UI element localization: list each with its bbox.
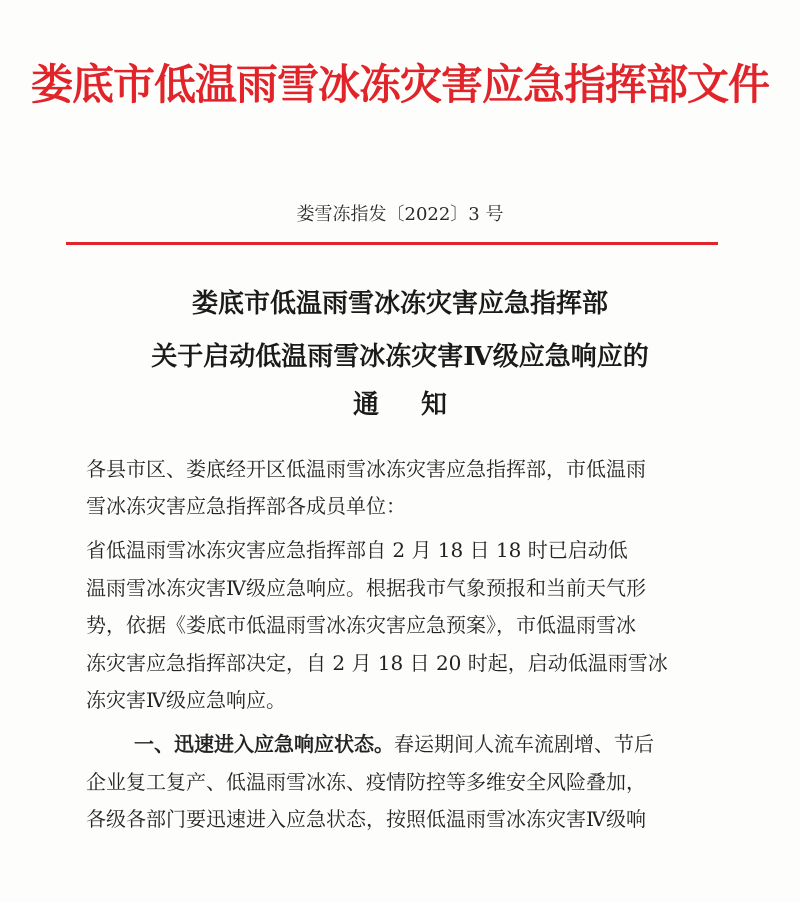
title-line-1: 娄底市低温雨雪冰冻灾害应急指挥部 xyxy=(191,289,608,319)
section1-first-line xyxy=(134,731,654,757)
body-line: 企业复工复产、低温雨雪冰冻、疫情防控等多维安全风险叠加， xyxy=(86,770,646,794)
body-line: 雪冰冻灾害应急指挥部各成员单位： xyxy=(86,494,406,518)
body-line: 势，依据《娄底市低温雨雪冰冻灾害应急预案》，市低温雨雪冰 xyxy=(86,613,636,637)
title-line-2: 关于启动低温雨雪冰冻灾害Ⅳ级应急响应的 xyxy=(151,342,649,372)
body-line: 冻灾害应急指挥部决定，自 2 月 18 日 20 时起，启动低温雨雪冰 xyxy=(86,651,668,675)
issuer-heading: 娄底市低温雨雪冰冻灾害应急指挥部文件 xyxy=(30,60,769,109)
title-line-3: 通知 xyxy=(352,390,489,420)
body-line: 冻灾害Ⅳ级应急响应。 xyxy=(86,688,286,712)
section1-text: 春运期间人流车流剧增、节后 xyxy=(394,732,654,756)
red-divider xyxy=(66,242,718,245)
document-number: 娄雪冻指发〔2022〕3 号 xyxy=(296,204,504,225)
body-line: 省低温雨雪冰冻灾害应急指挥部自 2 月 18 日 18 时已启动低 xyxy=(86,538,628,562)
body-line: 温雨雪冰冻灾害Ⅳ级应急响应。根据我市气象预报和当前天气形 xyxy=(86,576,646,600)
body-line: 各级各部门要迅速进入应急状态，按照低温雨雪冰冻灾害Ⅳ级响 xyxy=(86,807,646,831)
section1-heading: 一、迅速进入应急响应状态。 xyxy=(134,732,394,756)
body-line: 各县市区、娄底经开区低温雨雪冰冻灾害应急指挥部，市低温雨 xyxy=(86,457,646,481)
